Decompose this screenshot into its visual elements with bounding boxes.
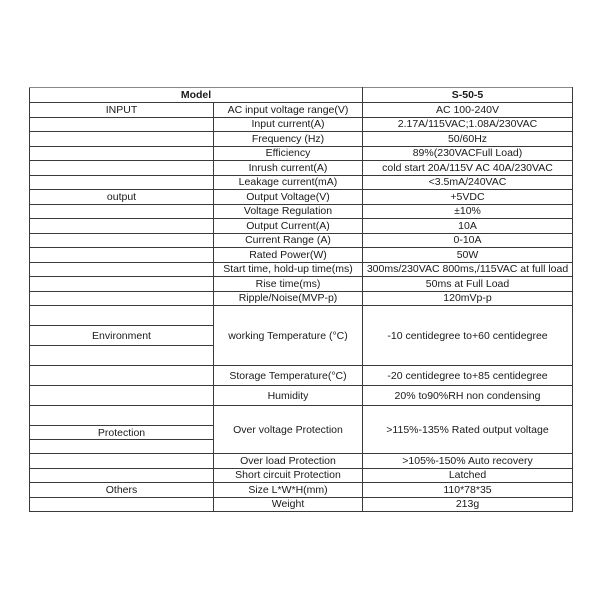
param-label: Ripple/Noise(MVP-p) — [214, 291, 363, 306]
empty-cell — [30, 132, 214, 147]
table-row — [30, 132, 573, 147]
param-label: Rise time(ms) — [214, 277, 363, 292]
table-row — [30, 161, 573, 176]
param-label: Weight — [214, 497, 363, 512]
empty-cell — [30, 117, 214, 132]
param-label: Over voltage Protection — [214, 406, 363, 454]
table-row — [30, 117, 573, 132]
table-row — [30, 262, 573, 277]
table-row — [30, 146, 573, 161]
table-row — [30, 175, 573, 190]
table-row — [30, 103, 573, 118]
param-value: 89%(230VACFull Load) — [363, 146, 573, 161]
param-value: >115%-135% Rated output voltage — [363, 406, 573, 454]
empty-cell — [30, 346, 214, 366]
param-label: AC input voltage range(V) — [214, 103, 363, 118]
empty-cell — [30, 262, 214, 277]
param-label: Over load Protection — [214, 454, 363, 469]
param-label: Rated Power(W) — [214, 248, 363, 263]
table-row — [30, 406, 573, 426]
empty-cell — [30, 219, 214, 234]
table-row — [30, 219, 573, 234]
empty-cell — [30, 291, 214, 306]
section-environment: Environment — [30, 326, 214, 346]
param-value: Latched — [363, 468, 573, 483]
section-others: Others — [30, 483, 214, 498]
param-value: <3.5mA/240VAC — [363, 175, 573, 190]
param-label: Storage Temperature(°C) — [214, 366, 363, 386]
param-value: 0-10A — [363, 233, 573, 248]
model-value: S-50-5 — [363, 88, 573, 103]
param-value: 50ms at Full Load — [363, 277, 573, 292]
param-value: 300ms/230VAC 800ms,/115VAC at full load — [363, 262, 573, 277]
param-value: 50/60Hz — [363, 132, 573, 147]
param-value: 213g — [363, 497, 573, 512]
table-row — [30, 468, 573, 483]
param-label: Voltage Regulation — [214, 204, 363, 219]
param-label: Humidity — [214, 386, 363, 406]
param-label: Frequency (Hz) — [214, 132, 363, 147]
param-label: working Temperature (°C) — [214, 306, 363, 366]
empty-cell — [30, 454, 214, 469]
param-value: 110*78*35 — [363, 483, 573, 498]
table-row — [30, 306, 573, 326]
param-value: ±10% — [363, 204, 573, 219]
table-row — [30, 277, 573, 292]
empty-cell — [30, 248, 214, 263]
empty-cell — [30, 386, 214, 406]
table-row — [30, 204, 573, 219]
param-value: >105%-150% Auto recovery — [363, 454, 573, 469]
param-value: -20 centidegree to+85 centidegree — [363, 366, 573, 386]
empty-cell — [30, 468, 214, 483]
param-label: Size L*W*H(mm) — [214, 483, 363, 498]
param-label: Output Current(A) — [214, 219, 363, 234]
table-row — [30, 248, 573, 263]
param-label: Inrush current(A) — [214, 161, 363, 176]
param-value: cold start 20A/115V AC 40A/230VAC — [363, 161, 573, 176]
section-output: output — [30, 190, 214, 205]
param-label: Efficiency — [214, 146, 363, 161]
table-row — [30, 497, 573, 512]
param-value: 20% to90%RH non condensing — [363, 386, 573, 406]
param-label: Current Range (A) — [214, 233, 363, 248]
table-row — [30, 233, 573, 248]
param-value: 120mVp-p — [363, 291, 573, 306]
param-value: AC 100-240V — [363, 103, 573, 118]
table-row — [30, 483, 573, 498]
empty-cell — [30, 406, 214, 426]
table-row — [30, 386, 573, 406]
section-input: INPUT — [30, 103, 214, 118]
empty-cell — [30, 204, 214, 219]
empty-cell — [30, 366, 214, 386]
empty-cell — [30, 306, 214, 326]
table-row — [30, 291, 573, 306]
param-value: -10 centidegree to+60 centidegree — [363, 306, 573, 366]
param-value: +5VDC — [363, 190, 573, 205]
param-label: Short circuit Protection — [214, 468, 363, 483]
table-row — [30, 366, 573, 386]
spec-table — [29, 87, 573, 512]
empty-cell — [30, 277, 214, 292]
param-value: 50W — [363, 248, 573, 263]
empty-cell — [30, 440, 214, 454]
empty-cell — [30, 233, 214, 248]
param-label: Output Voltage(V) — [214, 190, 363, 205]
section-protection: Protection — [30, 426, 214, 440]
empty-cell — [30, 497, 214, 512]
model-label: Model — [30, 88, 363, 103]
param-value: 10A — [363, 219, 573, 234]
param-label: Leakage current(mA) — [214, 175, 363, 190]
table-row — [30, 454, 573, 469]
table-row — [30, 190, 573, 205]
param-label: Input current(A) — [214, 117, 363, 132]
header-row — [30, 88, 573, 103]
param-label: Start time, hold-up time(ms) — [214, 262, 363, 277]
empty-cell — [30, 175, 214, 190]
empty-cell — [30, 146, 214, 161]
empty-cell — [30, 161, 214, 176]
param-value: 2.17A/115VAC;1.08A/230VAC — [363, 117, 573, 132]
